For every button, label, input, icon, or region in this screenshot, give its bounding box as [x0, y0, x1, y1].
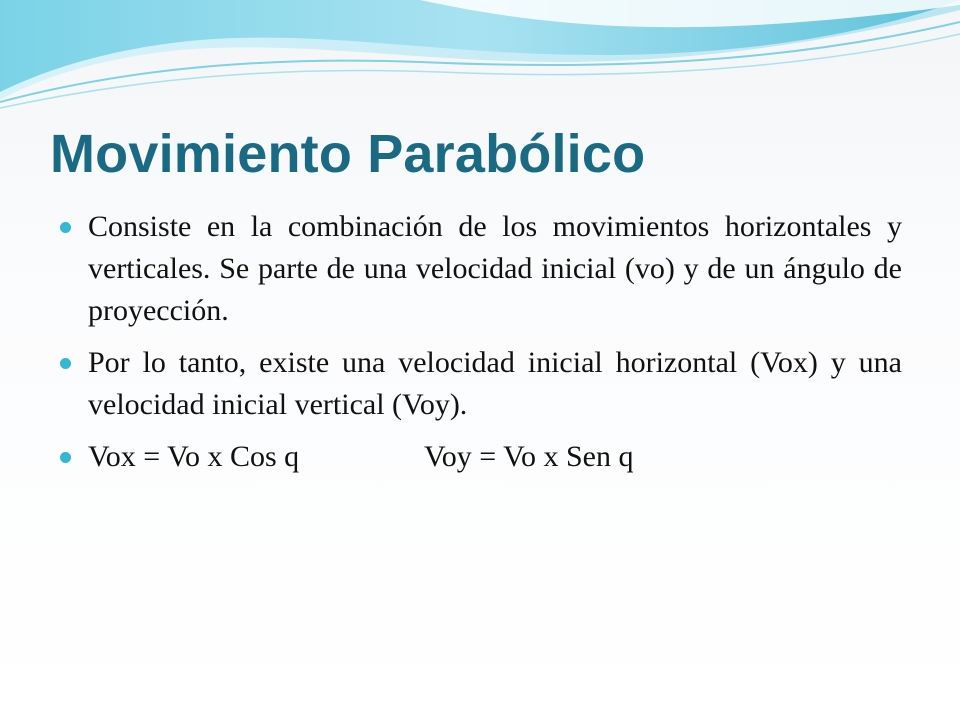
page-title: Movimiento Parabólico	[50, 124, 646, 184]
bullet-item	[60, 342, 902, 426]
formula-voy: Voy = Vo x Sen q	[424, 440, 634, 473]
bullet-dot-icon	[60, 452, 71, 463]
bullet-dot-icon	[60, 358, 71, 369]
bullet-item	[60, 206, 902, 332]
formula-row	[88, 436, 902, 478]
bullet-text: Por lo tanto, existe una velocidad inicial horizontal (Vox) y una velocidad inicial vertical (Voy).	[88, 346, 902, 421]
header-wave-decoration	[0, 0, 960, 120]
formula-bullet	[60, 436, 902, 478]
bullet-dot-icon	[60, 222, 71, 233]
bullet-list	[60, 206, 902, 488]
bullet-text: Consiste en la combinación de los movimientos horizontales y verticales. Se parte de una velocidad inicial (vo) y de un ángulo de proyección.	[88, 210, 902, 327]
formula-vox: Vox = Vo x Cos q	[88, 440, 300, 473]
